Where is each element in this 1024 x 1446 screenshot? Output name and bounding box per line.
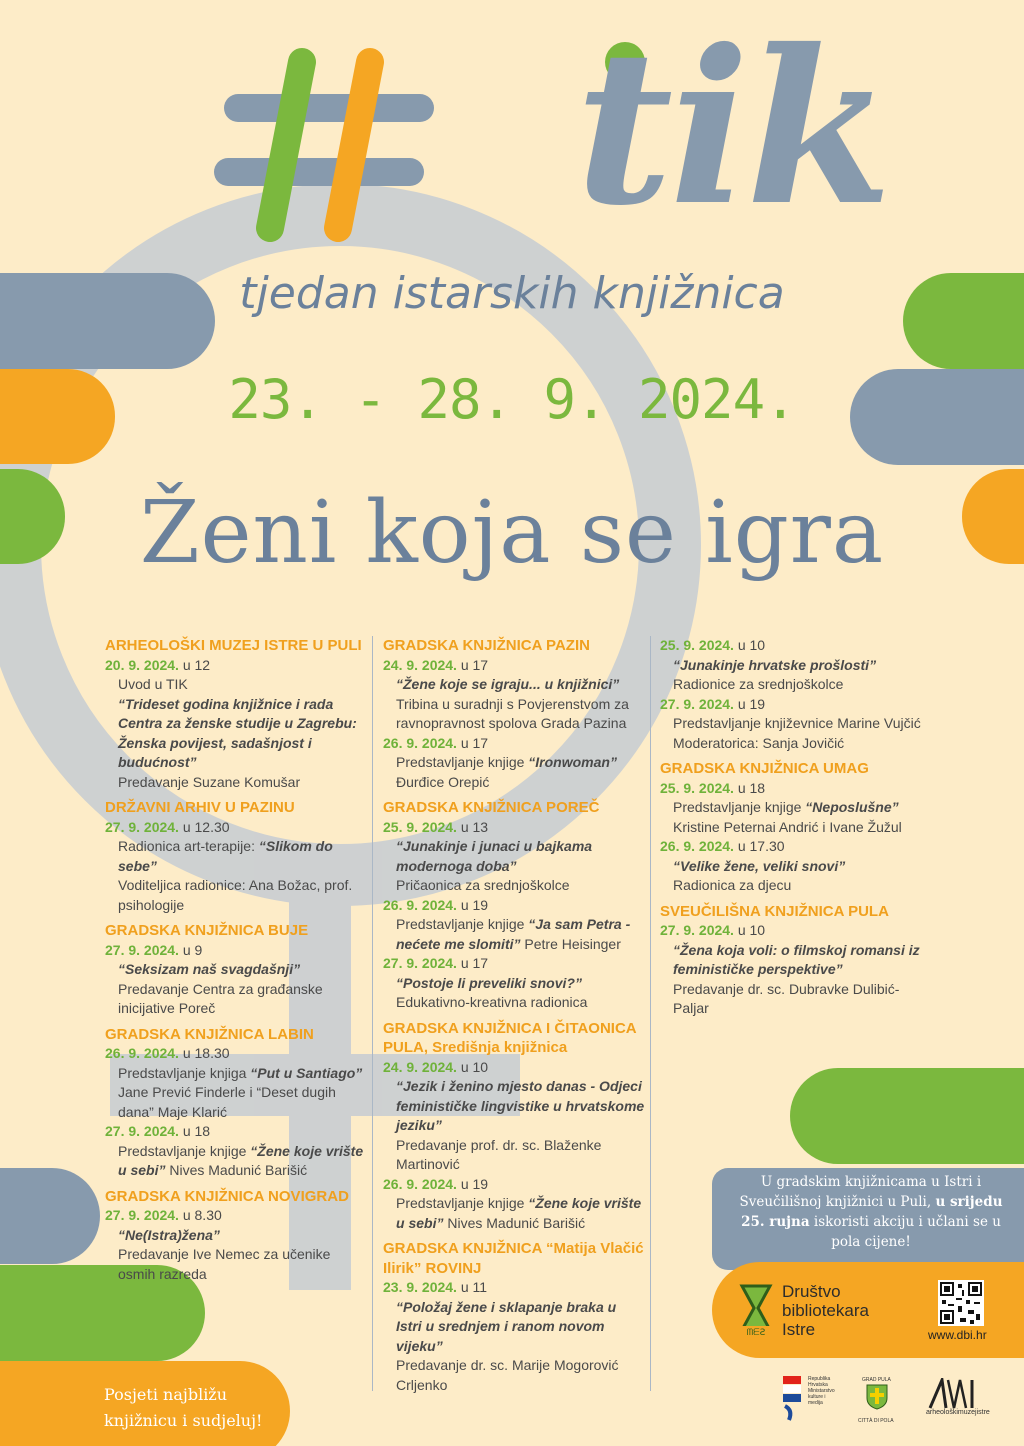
event-description [105,773,367,793]
event-description [660,734,922,754]
event-datetime [383,1175,645,1195]
event-text: “Žena koja voli: o filmskoj romansi iz feminističke perspektive” [673,941,920,977]
pula-crest-icon [866,1384,888,1410]
event-date: 26. 9. 2024. [383,896,457,913]
event-time: u 17 [456,734,489,751]
event-description [383,1356,645,1395]
venue-title: DRŽAVNI ARHIV U PAZINU [105,799,295,816]
venue-title: GRADSKA KNJIŽNICA LABIN [105,1025,314,1043]
ministry-logo-icon [783,1376,801,1422]
event-title: “Slikom do sebe” [118,838,333,874]
event-time: u 11 [456,1279,488,1295]
event-date: 26. 9. 2024. [105,1045,179,1061]
event-description [105,675,367,695]
event-text: Predstavljanje knjige [396,1195,529,1211]
event-title: “Ja sam Petra - nećete me slomiti” [396,916,631,952]
event-title: “Neposlušne” [805,799,899,815]
event-description [383,675,645,695]
bottom-left-pill-blue [0,1168,100,1264]
event-text: Predstavljanje knjige [396,916,529,932]
event-time: u 10 [733,922,766,938]
event-time: u 13 [456,818,489,835]
event-date: 27. 9. 2024. [383,955,457,971]
event-text: “Postoje li preveliki snovi?” [396,974,582,991]
program-section [660,902,922,1019]
event-datetime [660,695,922,715]
event-time: u 12.30 [178,818,230,835]
venue-title: GRADSKA KNJIŽNICA I ČITAONICA PULA, Središnja knjižnica [383,1019,637,1056]
event-description [383,974,645,994]
event-date: 23. 9. 2024. [383,1279,457,1295]
event-description [105,1245,367,1284]
venue-title: SVEUČILIŠNA KNJIŽNICA PULA [660,902,889,920]
program-section [383,1239,645,1395]
pula-label: GRAD PULA [862,1377,891,1383]
event-description [105,1142,367,1181]
call-to-action [104,1382,262,1434]
event-description [105,1226,367,1246]
event-text: Predstavljanje knjige [673,799,806,815]
membership-promo [712,1168,1024,1270]
event-date: 26. 9. 2024. [383,1175,457,1192]
event-description [660,798,922,818]
event-description [660,656,922,676]
cta-line-2: knjižnicu i sudjeluj! [104,1411,263,1430]
event-description [383,1077,645,1136]
venue-title: GRADSKA KNJIŽNICA NOVIGRAD [105,1187,349,1205]
event-datetime [383,818,645,838]
event-text: Kristine Peternai Andrić i Ivane Žužul [673,818,902,835]
event-text: “Junakinje i junaci u bajkama modernoga doba” [396,838,593,874]
event-text: Predavanje dr. sc. Marije Mogorović Crljenko [396,1357,619,1393]
event-time: u 19 [456,896,489,913]
venue-title: ARHEOLOŠKI MUZEJ ISTRE U PULI [105,637,362,654]
venue-title: GRADSKA KNJIŽNICA POREČ [383,799,600,816]
event-title: “Ironwoman” [528,754,617,770]
event-description [105,1083,367,1122]
program-column-1 [105,636,367,1290]
program-section [383,636,645,792]
event-datetime [383,1278,645,1298]
event-text: Pričaonica za srednjoškolce [396,877,570,893]
event-date: 27. 9. 2024. [105,1207,179,1223]
event-description [383,695,645,734]
event-description [660,818,922,838]
event-description [105,980,367,1019]
event-description [660,941,922,980]
event-description [105,960,367,980]
dbi-website-link[interactable]: www.dbi.hr [928,1328,987,1342]
program-section [105,921,367,1019]
event-description [383,837,645,876]
event-time: u 17 [456,656,489,673]
event-description [105,876,367,915]
event-datetime [105,1044,367,1064]
event-text: Predavanje Centra za građanske inicijative Poreč [118,980,323,1016]
program-column-2 [383,636,645,1401]
event-description [383,993,645,1013]
event-description [660,980,922,1019]
event-title: “Žene koje vrište u sebi” [118,1142,364,1178]
event-time: u 18 [178,1123,211,1139]
org-line-2: bibliotekara [782,1301,869,1320]
event-date: 25. 9. 2024. [660,637,734,653]
event-text: Predstavljanje knjiga [118,1064,251,1081]
event-datetime [105,656,367,676]
event-title: “Put u Santiago” [250,1064,363,1081]
event-description [660,876,922,896]
event-date: 27. 9. 2024. [105,818,179,835]
program-section [105,1187,367,1285]
ministry-label: Republika Hrvatska Ministarstvo kulture i medija [808,1376,835,1406]
event-time: u 10 [456,1058,489,1075]
event-author: Đurđice Orepić [396,773,490,790]
promo-line-2: iskoristi akciju i učlani se u pola cijene! [809,1214,1001,1250]
event-text: Predstavljanje književnice Marine Vujčić [673,715,921,731]
column-divider [650,636,651,1391]
program-section [105,636,367,792]
event-text: Predavanje prof. dr. sc. Blaženke Martinović [396,1136,602,1172]
event-datetime [105,1206,367,1226]
event-datetime [105,818,367,838]
event-date: 25. 9. 2024. [383,818,457,835]
event-text: Voditeljica radionice: Ana Božac, prof. psihologije [118,877,353,913]
subtitle: tjedan istarskih knjižnica [239,268,785,319]
event-text: Radionice za srednjoškolce [673,676,844,692]
event-description [383,1298,645,1357]
event-text: Predavanje dr. sc. Dubravke Dulibić-Paljar [673,980,900,1016]
event-author: Nives Madunić Barišić [165,1162,308,1178]
right-pill-green-lower [790,1068,1024,1164]
event-description [660,675,922,695]
event-description [383,1136,645,1175]
event-date: 27. 9. 2024. [105,1123,179,1139]
event-date: 27. 9. 2024. [660,695,734,712]
event-datetime [105,941,367,961]
event-time: u 18 [733,779,766,796]
event-text: Jane Prević Finderle i “Deset dugih dana” Maje Klarić [118,1084,336,1120]
event-text: Predstavljanje knjige [396,754,529,770]
program-section [105,798,367,915]
event-text: Edukativno-kreativna radionica [396,994,588,1010]
event-text: Radionica za djecu [673,877,792,893]
event-datetime [383,734,645,754]
event-date: 25. 9. 2024. [660,779,734,796]
venue-title: GRADSKA KNJIŽNICA PAZIN [383,637,590,654]
cta-line-1: Posjeti najbližu [104,1385,228,1404]
theme-title: Ženi koja se igra [139,483,885,583]
museum-logo-icon [928,1378,988,1410]
event-text: “Jezik i ženino mjesto danas - Odjeci feminističke lingvistike u hrvatskome jeziku” [396,1078,645,1133]
event-time: u 8.30 [178,1207,222,1223]
event-datetime [383,954,645,974]
event-datetime [105,1122,367,1142]
event-time: u 9 [178,941,203,958]
event-text: “Velike žene, veliki snovi” [673,857,846,874]
program-section [660,759,922,896]
event-text: “Seksizam naš svagdašnji” [118,961,301,977]
event-text: Tribina u suradnji s Povjerenstvom za ravnopravnost spolova Grada Pazina [396,695,629,731]
event-text: Uvod u TIK [118,676,188,692]
event-datetime [383,896,645,916]
event-dates: 23. - 28. 9. 2024. [228,368,796,431]
event-datetime [660,837,922,857]
event-description [383,876,645,896]
event-date: 27. 9. 2024. [105,941,179,958]
event-text: “Žene koje se igraju... u knjižnici” [396,676,620,692]
event-datetime [383,1058,645,1078]
event-description [660,857,922,877]
event-datetime [660,779,922,799]
event-description [105,695,367,773]
qr-code-icon [938,1280,984,1326]
event-author: Petre Heisinger [520,935,621,952]
event-description [383,915,645,954]
program-section [660,636,922,753]
event-date: 26. 9. 2024. [383,734,457,751]
event-date: 26. 9. 2024. [660,838,734,854]
event-text: Predavanje Ive Nemec za učenike osmih razreda [118,1246,331,1282]
title-tik-letters: tik [575,3,889,252]
program-column-3 [660,636,922,1025]
event-text: Moderatorica: Sanja Jovičić [673,734,845,751]
event-datetime [660,921,922,941]
event-date: 24. 9. 2024. [383,656,457,673]
event-description [105,837,367,876]
dbi-logo-icon [734,1282,778,1338]
event-date: 24. 9. 2024. [383,1058,457,1075]
dbi-org-name [782,1282,869,1339]
event-time: u 19 [456,1175,489,1192]
pula-label-it: CITTÀ DI POLA [858,1418,894,1424]
program-section [105,1025,367,1181]
event-description [383,1194,645,1233]
event-text: Predavanje Suzane Komušar [118,773,301,790]
venue-title: GRADSKA KNJIŽNICA “Matija Vlačić Ilirik” ROVINJ [383,1240,644,1277]
event-datetime [660,636,922,656]
page-title-tik [228,3,889,252]
event-time: u 17.30 [733,838,785,854]
event-time: u 19 [733,695,766,712]
event-text: “Trideset godina knjižnice i rada Centra za ženske studije u Zagrebu: Ženska povijest, sadašnjost i budućnost” [118,695,357,770]
museum-label: arheološkimuzejistre [926,1409,990,1416]
event-text: Predstavljanje knjige [118,1142,251,1159]
event-description [105,1064,367,1084]
event-text: “Ne(Istra)žena” [118,1226,220,1243]
event-time: u 18.30 [178,1045,230,1061]
promo-bold: u srijedu 25. rujna [741,1194,1003,1230]
event-datetime [383,656,645,676]
column-divider [372,636,373,1391]
org-line-1: Društvo [782,1282,841,1301]
org-line-3: Istre [782,1320,816,1339]
program-section [383,1019,645,1234]
promo-line-1: U gradskim knjižnicama u Istri i Sveučilišnoj knjižnici u Puli, [739,1174,982,1210]
event-text: “Junakinje hrvatske prošlosti” [673,656,877,673]
svg-text:ᗰᗴꙄ: ᗰᗴꙄ [746,1328,766,1338]
event-author: Nives Madunić Barišić [443,1214,586,1231]
event-date: 20. 9. 2024. [105,656,179,673]
event-date: 27. 9. 2024. [660,922,734,938]
event-time: u 12 [178,656,211,673]
event-description [660,714,922,734]
event-time: u 10 [733,637,766,653]
event-text: “Položaj žene i sklapanje braka u Istri u srednjem i ranom novom vijeku” [396,1298,617,1354]
program-section [383,798,645,1013]
event-description [383,753,645,792]
event-title: “Žene koje vrište u sebi” [396,1195,642,1231]
venue-title: GRADSKA KNJIŽNICA BUJE [105,922,309,939]
event-text: Radionica art-terapije: [118,838,259,854]
venue-title: GRADSKA KNJIŽNICA UMAG [660,760,869,777]
event-time: u 17 [456,955,489,971]
